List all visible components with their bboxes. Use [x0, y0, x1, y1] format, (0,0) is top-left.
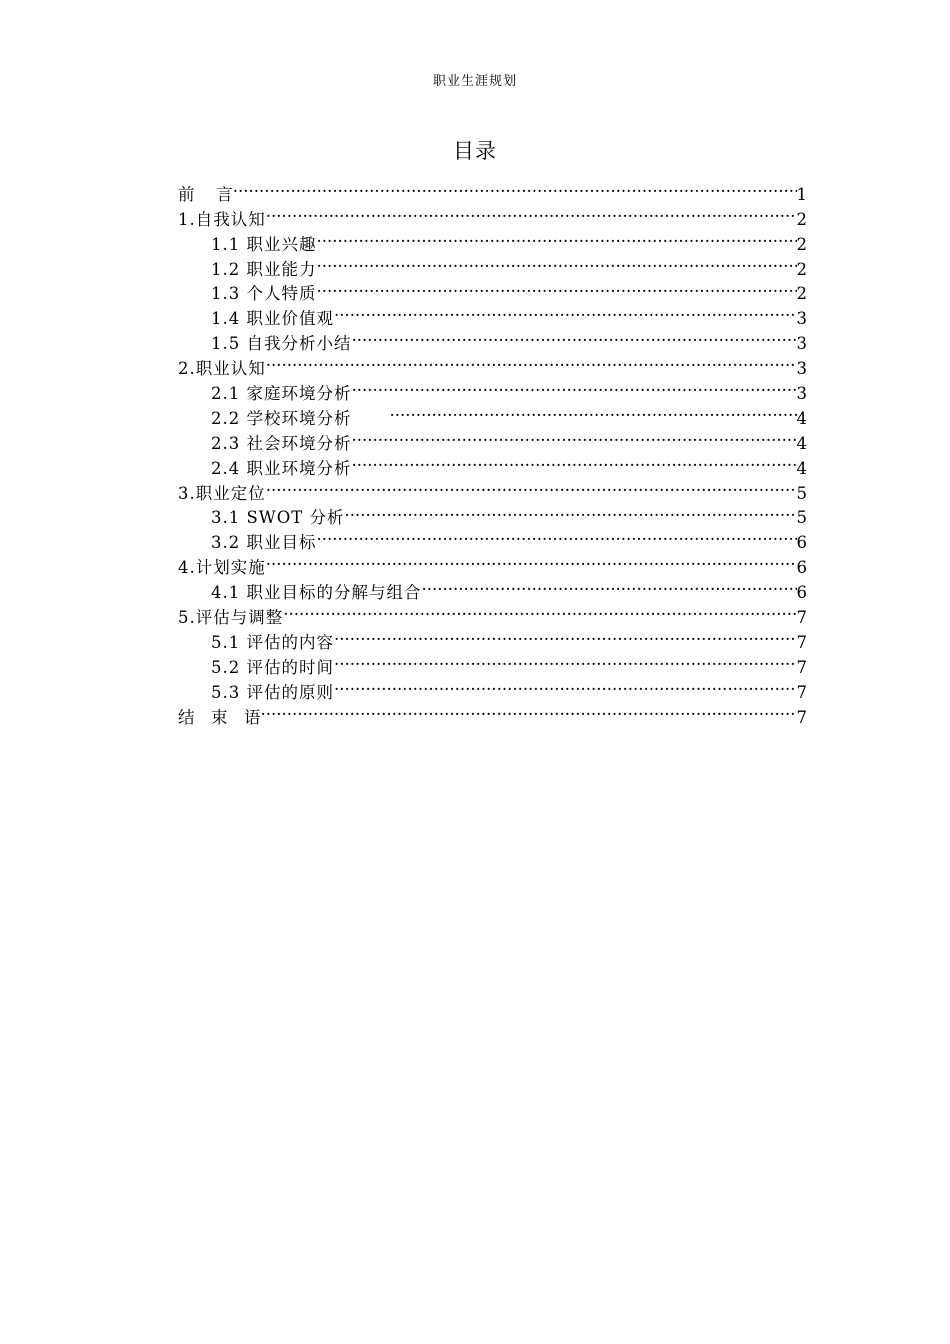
- toc-entry-label: 前 言: [178, 184, 233, 204]
- running-header: 职业生涯规划: [432, 74, 517, 89]
- toc-entry[interactable]: [178, 698, 807, 727]
- toc-dot-leader: [334, 673, 797, 698]
- toc-entry[interactable]: [178, 225, 807, 254]
- toc-entry[interactable]: [178, 548, 807, 578]
- toc-entry-label: 1.5 自我分析小结: [211, 334, 352, 354]
- toc-entry-label: 1.3 个人特质: [211, 284, 317, 304]
- toc-entry-label: 2.1 家庭环境分析: [211, 384, 352, 404]
- toc-page-number: 3: [796, 309, 807, 329]
- toc-entry-label: 1.1 职业兴趣: [211, 234, 317, 254]
- toc-dot-leader: [334, 299, 797, 324]
- toc-page-number: 2: [796, 259, 807, 279]
- toc-dot-leader: [266, 349, 797, 374]
- toc-dot-leader: [352, 374, 797, 399]
- toc-dot-leader: [345, 499, 797, 524]
- toc-page-number: 3: [796, 359, 807, 379]
- toc-entry-label: 2.职业认知: [178, 359, 266, 379]
- toc-page-number: 6: [796, 533, 807, 553]
- toc-page-number: 6: [796, 558, 807, 578]
- toc-dot-leader: [317, 523, 797, 548]
- toc-page-number: 6: [796, 583, 807, 603]
- toc-entry-label: 3.1 SWOT 分析: [211, 508, 345, 528]
- toc-entry[interactable]: [178, 474, 807, 503]
- toc-page-number: 7: [796, 632, 807, 652]
- toc-dot-leader: [266, 200, 797, 225]
- toc-dot-leader: [352, 449, 797, 474]
- toc-page-number: 7: [796, 657, 807, 677]
- toc-entry-label: 2.2 学校环境分析: [211, 408, 352, 428]
- toc-entry-label: 5.评估与调整: [178, 608, 284, 628]
- toc-dot-leader: [352, 324, 797, 349]
- toc-dot-leader: [317, 250, 797, 275]
- toc-page-number: 3: [796, 334, 807, 354]
- toc-entry-label: 1.自我认知: [178, 209, 266, 229]
- toc-entry-label: 1.2 职业能力: [211, 259, 317, 279]
- toc-entry-label: 4.1 职业目标的分解与组合: [211, 583, 422, 603]
- toc-dot-leader: [390, 399, 797, 424]
- toc-entry[interactable]: [178, 200, 807, 229]
- toc-entry-label: 5.1 评估的内容: [211, 632, 334, 652]
- toc-page-number: 1: [796, 184, 807, 204]
- toc-page-number: 2: [796, 234, 807, 254]
- toc-page-number: 5: [796, 508, 807, 528]
- toc-dot-leader: [233, 175, 797, 200]
- toc-dot-leader: [317, 225, 797, 250]
- toc-entry-label: 5.3 评估的原则: [211, 682, 334, 702]
- toc-page-number: 7: [796, 707, 807, 727]
- toc-dot-leader: [283, 598, 796, 623]
- toc-dot-leader: [334, 623, 797, 648]
- toc-page-number: 2: [796, 209, 807, 229]
- toc-page-number: 5: [796, 483, 807, 503]
- toc-entry-label: 结 束 语: [178, 707, 261, 727]
- toc-entry[interactable]: [178, 349, 807, 379]
- toc-entry[interactable]: [178, 175, 807, 204]
- toc-entry-label: 4.计划实施: [178, 558, 266, 578]
- toc-dot-leader: [352, 424, 797, 449]
- toc-title: 目录: [453, 139, 497, 163]
- toc-page-number: 2: [796, 284, 807, 304]
- toc-page-number: 4: [796, 433, 807, 453]
- toc-dot-leader: [334, 648, 797, 673]
- toc-entry[interactable]: [178, 573, 807, 603]
- toc-page-number: 4: [796, 458, 807, 478]
- toc-entry[interactable]: [178, 499, 807, 528]
- toc-page-number: 4: [796, 408, 807, 428]
- toc-dot-leader: [422, 573, 797, 598]
- toc-page-number: 7: [796, 608, 807, 628]
- table-of-contents: [178, 175, 807, 727]
- toc-dot-leader: [261, 698, 797, 723]
- toc-entry-label: 5.2 评估的时间: [211, 657, 334, 677]
- toc-entry-label: 2.3 社会环境分析: [211, 433, 352, 453]
- toc-entry-label: 2.4 职业环境分析: [211, 458, 352, 478]
- toc-page-number: 3: [796, 384, 807, 404]
- toc-entry[interactable]: [178, 374, 807, 404]
- toc-page-number: 7: [796, 682, 807, 702]
- toc-entry-label: 1.4 职业价值观: [211, 309, 334, 329]
- toc-entry-label: 3.职业定位: [178, 483, 266, 503]
- toc-dot-leader: [317, 275, 797, 300]
- toc-dot-leader: [266, 548, 797, 573]
- toc-entry-label: 3.2 职业目标: [211, 533, 317, 553]
- toc-dot-leader: [266, 474, 797, 499]
